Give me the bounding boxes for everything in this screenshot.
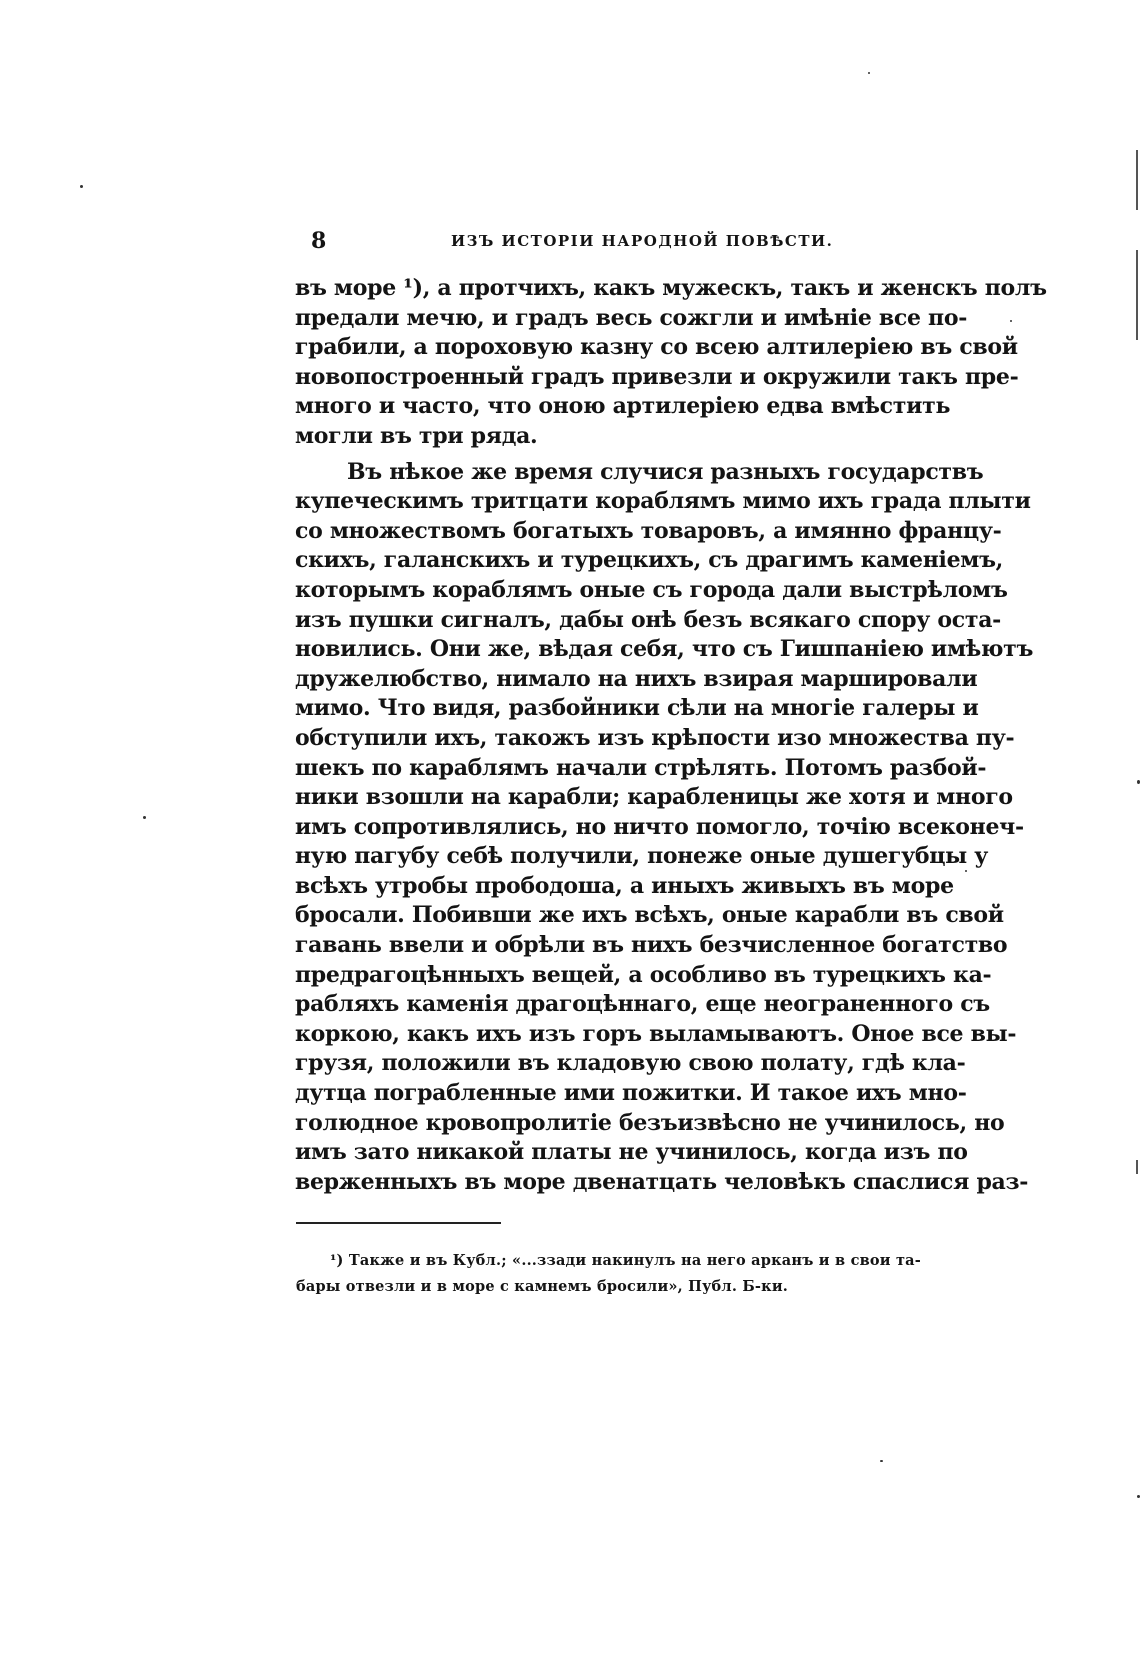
text-line: коркою, какъ ихъ изъ горъ выламываютъ. Оное все вы- — [295, 1020, 1017, 1047]
text-line: дутца пограбленные ими пожитки. И такое ихъ мно- — [295, 1080, 967, 1107]
text-line: новопостроенный градъ привезли и окружили такъ пре- — [295, 363, 1019, 390]
text-line: рабляхъ каменія драгоцѣннаго, еще неограненного съ — [295, 991, 990, 1018]
text-line: предрагоцѣнныхъ вещей, а особливо въ турецкихъ ка- — [295, 961, 992, 988]
text-line: ники взошли на карабли; карабленицы же хотя и много — [295, 784, 1013, 811]
text-line: могли въ три ряда. — [295, 422, 538, 449]
text-line: предали мечю, и градъ весь сожгли и имѣніе все по- — [295, 304, 968, 331]
text-line: Въ нѣкое же время случися разныхъ государствъ — [347, 458, 984, 485]
text-line: шекъ по караблямъ начали стрѣлять. Потомъ разбой- — [295, 754, 987, 781]
text-line: гавань ввели и обрѣли въ нихъ безчисленное богатство — [295, 932, 1008, 959]
paragraph-2 — [295, 458, 1034, 1198]
text-line: ную пагубу себѣ получили, понеже оные душегубцы у — [295, 843, 989, 870]
scan-speck — [868, 72, 870, 74]
text-line: которымъ кораблямъ оные съ города дали выстрѣломъ — [295, 576, 1008, 603]
scan-speck — [1010, 320, 1012, 322]
text-line: мимо. Что видя, разбойники сѣли на многіе галеры и — [295, 695, 979, 722]
page-number: 8 — [311, 228, 327, 254]
text-line: обступили ихъ, такожъ изъ крѣпости изо множества пу- — [295, 724, 1015, 751]
scan-edge-mark — [1136, 250, 1138, 340]
footnote-separator — [296, 1222, 501, 1224]
scan-speck — [880, 1460, 883, 1462]
text-line: имъ зато никакой платы не учинилось, когда изъ по — [295, 1139, 968, 1166]
paragraph-1 — [295, 274, 1047, 452]
footnotes — [296, 1248, 921, 1300]
scan-speck — [143, 816, 146, 819]
text-line: всѣхъ утробы прободоша, а иныхъ живыхъ въ море — [295, 872, 954, 899]
footnote-line: ¹) Также и въ Кубл.; «...ззади накинулъ на него арканъ и в свои та- — [330, 1252, 921, 1269]
text-line: новились. Они же, вѣдая себя, что съ Гишпаніею имѣютъ — [295, 636, 1034, 663]
text-line: голюдное кровопролитіе безъизвѣсно не учинилось, но — [295, 1109, 1005, 1136]
scan-speck — [80, 185, 83, 188]
text-line: имъ сопротивлялись, но ничто помогло, точію всеконеч- — [295, 813, 1024, 840]
text-line: верженныхъ въ море двенатцать человѣкъ спаслися раз- — [295, 1168, 1029, 1195]
scan-edge-mark — [1136, 150, 1138, 210]
text-line: грузя, положили въ кладовую свою полату, гдѣ кла- — [295, 1050, 966, 1077]
text-line: скихъ, галанскихъ и турецкихъ, съ драгимъ каменіемъ, — [295, 547, 1004, 574]
scan-edge-mark — [1136, 1160, 1138, 1174]
footnote-line: бары отвезли и в море с камнемъ бросили», Публ. Б-ки. — [296, 1278, 789, 1295]
body-text — [295, 274, 1047, 1197]
text-line: купеческимъ тритцати кораблямъ мимо ихъ града плыти — [295, 488, 1031, 515]
text-line: со множествомъ богатыхъ товаровъ, а имянно францу- — [295, 517, 1002, 544]
text-line: изъ пушки сигналъ, дабы онѣ безъ всякаго спору оста- — [295, 606, 1001, 633]
text-line: грабили, а пороховую казну со всею алтилеріею въ свой — [295, 334, 1018, 361]
text-line: дружелюбство, нимало на нихъ взирая маршировали — [295, 665, 978, 692]
running-title: ИЗЪ ИСТОРІИ НАРОДНОЙ ПОВѢСТИ. — [451, 232, 834, 250]
running-head — [311, 228, 915, 258]
text-line: много и часто, что оною артилеріею едва вмѣстить — [295, 393, 951, 420]
text-line: бросали. Побивши же ихъ всѣхъ, оные карабли въ свой — [295, 902, 1004, 929]
scan-speck — [965, 870, 967, 872]
text-line: въ море ¹), а протчихъ, какъ мужескъ, такъ и женскъ полъ — [295, 275, 1047, 301]
